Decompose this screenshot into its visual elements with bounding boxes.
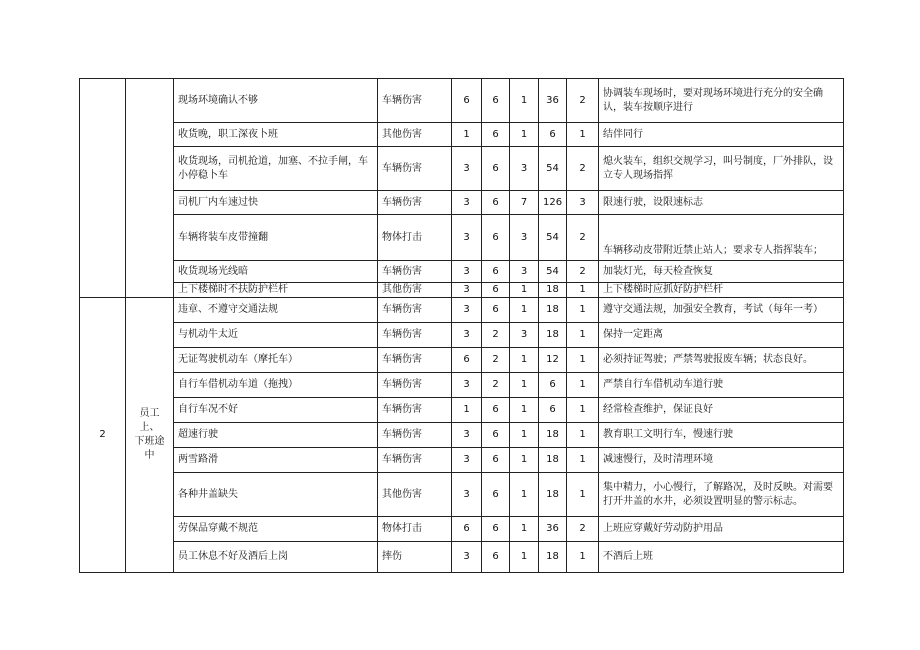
e-cell: 6 [482,215,510,261]
c-cell: 1 [510,473,539,517]
table-row [80,283,844,298]
e-cell: 6 [482,517,510,542]
level-cell: 1 [567,542,599,573]
stage-line-1: 员工上、 [139,408,160,433]
risk-assessment-table [79,78,844,573]
level-cell: 1 [567,423,599,448]
d-cell: 18 [539,542,567,573]
l-cell: 3 [452,323,482,348]
d-cell: 126 [539,191,567,215]
table-row [80,542,844,573]
c-cell: 3 [510,261,539,283]
measure-cell: 不酒后上班 [599,542,844,573]
accident-type-cell: 车辆伤害 [378,398,452,423]
hazard-cell: 员工休息不好及酒后上岗 [174,542,378,573]
c-cell: 3 [510,323,539,348]
e-cell: 6 [482,473,510,517]
level-cell: 1 [567,448,599,473]
accident-type-cell: 其他伤害 [378,283,452,298]
table-row [80,191,844,215]
level-cell: 1 [567,283,599,298]
c-cell: 1 [510,398,539,423]
e-cell: 6 [482,79,510,123]
hazard-cell: 违章、不遵守交通法规 [174,298,378,323]
d-cell: 54 [539,261,567,283]
hazard-cell: 无证驾驶机动车（摩托车） [174,348,378,373]
c-cell: 1 [510,373,539,398]
e-cell: 6 [482,542,510,573]
d-cell: 12 [539,348,567,373]
hazard-cell: 劳保品穿戴不规范 [174,517,378,542]
table-row [80,398,844,423]
measure-cell: 经常检查维护，保证良好 [599,398,844,423]
table-row [80,323,844,348]
accident-type-cell: 物体打击 [378,517,452,542]
l-cell: 3 [452,261,482,283]
l-cell: 6 [452,517,482,542]
hazard-cell: 各种井盖缺失 [174,473,378,517]
c-cell: 1 [510,542,539,573]
level-cell: 2 [567,79,599,123]
accident-type-cell: 车辆伤害 [378,448,452,473]
e-cell: 6 [482,123,510,147]
l-cell: 3 [452,283,482,298]
table-row [80,79,844,123]
l-cell: 6 [452,79,482,123]
level-cell: 1 [567,473,599,517]
d-cell: 18 [539,283,567,298]
c-cell: 1 [510,448,539,473]
stage-cell [126,79,174,298]
d-cell: 18 [539,473,567,517]
accident-type-cell: 物体打击 [378,215,452,261]
l-cell: 1 [452,123,482,147]
l-cell: 3 [452,448,482,473]
hazard-cell: 现场环境确认不够 [174,79,378,123]
level-cell: 2 [567,147,599,191]
hazard-cell: 司机厂内车速过快 [174,191,378,215]
c-cell: 1 [510,517,539,542]
measure-cell: 熄火装车，组织交规学习，叫号制度，厂外排队，设立专人现场指挥 [599,147,844,191]
level-cell: 1 [567,323,599,348]
l-cell: 3 [452,473,482,517]
accident-type-cell: 其他伤害 [378,473,452,517]
d-cell: 18 [539,323,567,348]
stage-line-2: 下班途中 [134,436,165,461]
c-cell: 1 [510,348,539,373]
hazard-cell: 自行车况不好 [174,398,378,423]
e-cell: 2 [482,373,510,398]
table-row [80,215,844,261]
e-cell: 6 [482,147,510,191]
accident-type-cell: 车辆伤害 [378,261,452,283]
level-cell: 1 [567,373,599,398]
e-cell: 6 [482,261,510,283]
accident-type-cell: 车辆伤害 [378,348,452,373]
level-cell: 2 [567,261,599,283]
accident-type-cell: 车辆伤害 [378,147,452,191]
c-cell: 1 [510,423,539,448]
level-cell: 1 [567,123,599,147]
c-cell: 7 [510,191,539,215]
measure-cell: 教育职工文明行车，慢速行驶 [599,423,844,448]
measure-cell: 遵守交通法规，加强安全教育，考试（每年一考） [599,298,844,323]
table-row [80,373,844,398]
hazard-cell: 超速行驶 [174,423,378,448]
table-row [80,473,844,517]
table-row [80,298,844,323]
accident-type-cell: 车辆伤害 [378,423,452,448]
measure-cell: 减速慢行，及时清理环境 [599,448,844,473]
table-row [80,147,844,191]
d-cell: 6 [539,373,567,398]
level-cell: 3 [567,191,599,215]
c-cell: 3 [510,147,539,191]
hazard-cell: 两雪路滑 [174,448,378,473]
measure-cell: 严禁自行车借机动车道行驶 [599,373,844,398]
d-cell: 54 [539,215,567,261]
accident-type-cell: 其他伤害 [378,123,452,147]
l-cell: 3 [452,542,482,573]
accident-type-cell: 车辆伤害 [378,298,452,323]
e-cell: 6 [482,283,510,298]
measure-cell: 车辆移动皮带附近禁止站人；要求专人指挥装车； [599,215,844,261]
c-cell: 1 [510,123,539,147]
level-cell: 1 [567,348,599,373]
e-cell: 6 [482,448,510,473]
accident-type-cell: 摔伤 [378,542,452,573]
e-cell: 6 [482,398,510,423]
l-cell: 6 [452,348,482,373]
d-cell: 36 [539,517,567,542]
e-cell: 2 [482,323,510,348]
stage-cell [126,298,174,573]
hazard-cell: 收货现场，司机抢道，加塞、不拉手闸，车小停稳卜车 [174,147,378,191]
l-cell: 3 [452,147,482,191]
measure-cell: 保持一定距离 [599,323,844,348]
l-cell: 3 [452,215,482,261]
level-cell: 1 [567,298,599,323]
measure-cell: 限速行驶，设限速标志 [599,191,844,215]
d-cell: 18 [539,423,567,448]
accident-type-cell: 车辆伤害 [378,79,452,123]
level-cell: 2 [567,517,599,542]
c-cell: 1 [510,298,539,323]
hazard-cell: 自行车借机动车道（拖拽） [174,373,378,398]
d-cell: 6 [539,123,567,147]
e-cell: 2 [482,348,510,373]
table-row [80,423,844,448]
l-cell: 1 [452,398,482,423]
l-cell: 3 [452,298,482,323]
measure-cell: 加装灯光，每天检查恢复 [599,261,844,283]
d-cell: 36 [539,79,567,123]
c-cell: 1 [510,79,539,123]
table-row [80,261,844,283]
table-row [80,517,844,542]
measure-cell: 集中精力，小心慢行，了解路况，及时反映。对需要打开井盖的水井，必须设置明显的警示标志。 [599,473,844,517]
measure-cell: 协调装车现场时，要对现场环境进行充分的安全确认，装车按顺序进行 [599,79,844,123]
c-cell: 1 [510,283,539,298]
c-cell: 3 [510,215,539,261]
measure-cell: 必须持证驾驶；严禁驾驶报废车辆；状态良好。 [599,348,844,373]
row-seq-cell: 2 [80,298,126,573]
hazard-cell: 上下楼梯时不扶防护栏杆 [174,283,378,298]
d-cell: 54 [539,147,567,191]
e-cell: 6 [482,191,510,215]
d-cell: 18 [539,298,567,323]
level-cell: 2 [567,215,599,261]
d-cell: 6 [539,398,567,423]
hazard-cell: 车辆将装车皮带撞翻 [174,215,378,261]
accident-type-cell: 车辆伤害 [378,323,452,348]
hazard-cell: 与机动牛太近 [174,323,378,348]
row-seq-cell [80,79,126,298]
measure-cell: 上下楼梯时应抓好防护栏杆 [599,283,844,298]
table-row [80,123,844,147]
accident-type-cell: 车辆伤害 [378,191,452,215]
level-cell: 1 [567,398,599,423]
table-row [80,348,844,373]
l-cell: 3 [452,423,482,448]
e-cell: 6 [482,298,510,323]
e-cell: 6 [482,423,510,448]
measure-cell: 上班应穿戴好劳动防护用品 [599,517,844,542]
l-cell: 3 [452,191,482,215]
measure-cell: 结伴同行 [599,123,844,147]
d-cell: 18 [539,448,567,473]
table-row [80,448,844,473]
accident-type-cell: 车辆伤害 [378,373,452,398]
hazard-cell: 收货晚，职工深夜卜班 [174,123,378,147]
hazard-cell: 收货现场光线暗 [174,261,378,283]
l-cell: 3 [452,373,482,398]
